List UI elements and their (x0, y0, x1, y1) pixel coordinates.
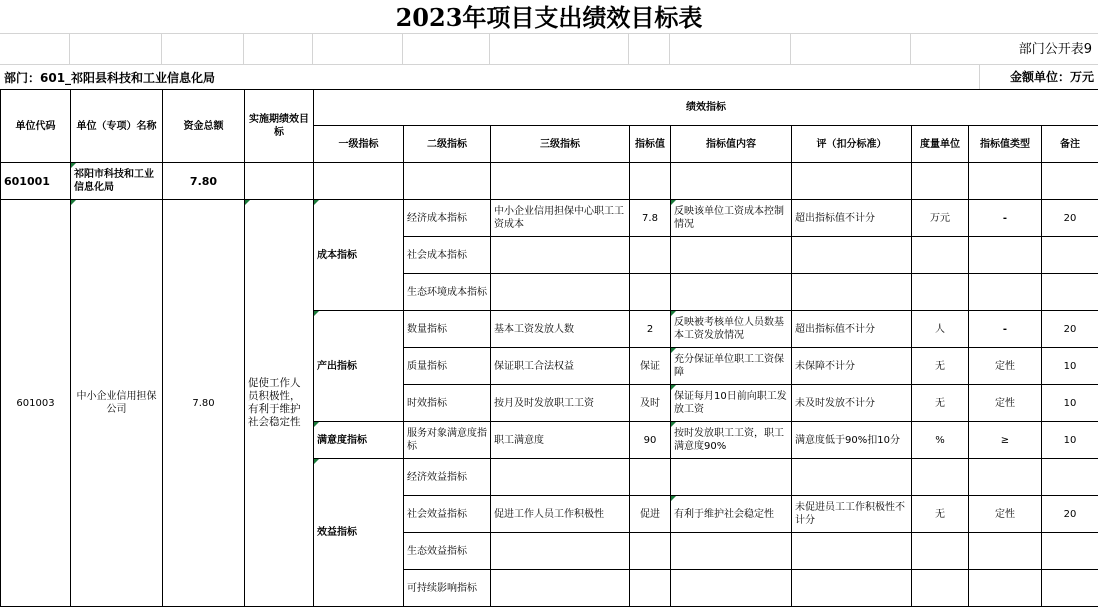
scoring-cell: 未及时发放不计分 (792, 385, 912, 422)
value-cell (630, 459, 671, 496)
value-type-cell: - (969, 311, 1042, 348)
page-title: 2023年项目支出绩效目标表 (0, 0, 1098, 34)
dept-funds: 7.80 (163, 163, 245, 200)
level2-cell: 经济效益指标 (404, 459, 491, 496)
value-content-cell: 保证每月10日前向职工发放工资 (671, 385, 792, 422)
department-row (0, 65, 1098, 89)
measure-unit-cell (912, 533, 969, 570)
level3-cell (491, 237, 630, 274)
level3-cell (491, 533, 630, 570)
header-value: 指标值 (630, 126, 671, 163)
value-cell: 90 (630, 422, 671, 459)
header-level3: 三级指标 (491, 126, 630, 163)
value-content-cell: 充分保证单位职工工资保障 (671, 348, 792, 385)
remark-cell (1042, 237, 1098, 274)
value-cell: 7.8 (630, 200, 671, 237)
header-level2: 二级指标 (404, 126, 491, 163)
remark-cell (1042, 533, 1098, 570)
value-cell: 促进 (630, 496, 671, 533)
project-name: 中小企业信用担保公司 (71, 200, 163, 607)
value-content-cell (671, 570, 792, 607)
scoring-cell: 未保障不计分 (792, 348, 912, 385)
value-content-cell (671, 459, 792, 496)
value-type-cell: 定性 (969, 496, 1042, 533)
header-total-funds: 资金总额 (163, 90, 245, 163)
value-content-cell: 反映该单位工资成本控制情况 (671, 200, 792, 237)
header-period-goal: 实施期绩效目标 (245, 90, 314, 163)
scoring-cell (792, 533, 912, 570)
project-goal: 促使工作人员积极性，有利于维护社会稳定性 (245, 200, 314, 607)
performance-table (0, 89, 1098, 607)
scoring-cell: 满意度低于90%扣10分 (792, 422, 912, 459)
value-cell: 2 (630, 311, 671, 348)
value-type-cell: - (969, 200, 1042, 237)
level2-cell: 生态效益指标 (404, 533, 491, 570)
level1-indicator: 效益指标 (314, 459, 404, 607)
remark-cell (1042, 459, 1098, 496)
remark-cell: 20 (1042, 496, 1098, 533)
value-cell (630, 274, 671, 311)
level1-indicator: 成本指标 (314, 200, 404, 311)
project-funds: 7.80 (163, 200, 245, 607)
value-type-cell (969, 274, 1042, 311)
level2-cell: 数量指标 (404, 311, 491, 348)
level3-cell: 保证职工合法权益 (491, 348, 630, 385)
department-label: 部门：601_祁阳县科技和工业信息化局 (4, 70, 216, 85)
value-type-cell: ≥ (969, 422, 1042, 459)
table-row (1, 200, 1098, 237)
value-content-cell (671, 237, 792, 274)
scoring-cell (792, 237, 912, 274)
level3-cell (491, 459, 630, 496)
value-type-cell (969, 237, 1042, 274)
scoring-cell (792, 274, 912, 311)
level2-cell: 社会成本指标 (404, 237, 491, 274)
value-cell (630, 570, 671, 607)
value-content-cell: 按时发放职工工资，职工满意度90% (671, 422, 792, 459)
level1-indicator: 产出指标 (314, 311, 404, 422)
header-value-type: 指标值类型 (969, 126, 1042, 163)
level3-cell: 职工满意度 (491, 422, 630, 459)
header-scoring: 评（扣分标准） (792, 126, 912, 163)
header-measure-unit: 度量单位 (912, 126, 969, 163)
project-code: 601003 (1, 200, 71, 607)
value-type-cell: 定性 (969, 385, 1042, 422)
header-unit-code: 单位代码 (1, 90, 71, 163)
measure-unit-cell: 万元 (912, 200, 969, 237)
measure-unit-cell: 人 (912, 311, 969, 348)
remark-cell (1042, 570, 1098, 607)
measure-unit-cell (912, 237, 969, 274)
remark-cell: 20 (1042, 311, 1098, 348)
measure-unit-cell (912, 570, 969, 607)
value-type-cell (969, 533, 1042, 570)
level3-cell: 基本工资发放人数 (491, 311, 630, 348)
measure-unit-cell: 无 (912, 348, 969, 385)
dept-code: 601001 (1, 163, 71, 200)
level2-cell: 时效指标 (404, 385, 491, 422)
scoring-cell: 未促进员工工作积极性不计分 (792, 496, 912, 533)
value-cell: 及时 (630, 385, 671, 422)
measure-unit-cell: % (912, 422, 969, 459)
measure-unit-cell: 无 (912, 496, 969, 533)
dept-name: 祁阳市科技和工业信息化局 (71, 163, 163, 200)
scoring-cell: 超出指标值不计分 (792, 311, 912, 348)
level3-cell: 促进工作人员工作积极性 (491, 496, 630, 533)
remark-cell: 10 (1042, 422, 1098, 459)
value-type-cell: 定性 (969, 348, 1042, 385)
value-cell (630, 237, 671, 274)
measure-unit-cell: 无 (912, 385, 969, 422)
value-content-cell: 有利于维护社会稳定性 (671, 496, 792, 533)
blank-spreadsheet-row (0, 34, 1098, 65)
scoring-cell (792, 570, 912, 607)
value-content-cell (671, 274, 792, 311)
header-remark: 备注 (1042, 126, 1098, 163)
level3-cell: 中小企业信用担保中心职工工资成本 (491, 200, 630, 237)
remark-cell: 10 (1042, 348, 1098, 385)
remark-cell (1042, 274, 1098, 311)
level2-cell: 经济成本指标 (404, 200, 491, 237)
value-content-cell (671, 533, 792, 570)
value-type-cell (969, 459, 1042, 496)
level2-cell: 服务对象满意度指标 (404, 422, 491, 459)
header-value-content: 指标值内容 (671, 126, 792, 163)
level3-cell: 按月及时发放职工工资 (491, 385, 630, 422)
level2-cell: 可持续影响指标 (404, 570, 491, 607)
level3-cell (491, 274, 630, 311)
form-number: 部门公开表9 (1018, 42, 1092, 57)
measure-unit-cell (912, 274, 969, 311)
measure-unit-cell (912, 459, 969, 496)
header-perf-indicators: 绩效指标 (314, 90, 1098, 126)
remark-cell: 20 (1042, 200, 1098, 237)
value-cell (630, 533, 671, 570)
header-level1: 一级指标 (314, 126, 404, 163)
header-unit-project: 单位（专项）名称 (71, 90, 163, 163)
level1-indicator: 满意度指标 (314, 422, 404, 459)
scoring-cell: 超出指标值不计分 (792, 200, 912, 237)
level2-cell: 质量指标 (404, 348, 491, 385)
level2-cell: 社会效益指标 (404, 496, 491, 533)
amount-unit-label: 金额单位：万元 (979, 65, 1094, 89)
remark-cell: 10 (1042, 385, 1098, 422)
value-content-cell: 反映被考核单位人员数基本工资发放情况 (671, 311, 792, 348)
level3-cell (491, 570, 630, 607)
level2-cell: 生态环境成本指标 (404, 274, 491, 311)
scoring-cell (792, 459, 912, 496)
value-cell: 保证 (630, 348, 671, 385)
value-type-cell (969, 570, 1042, 607)
